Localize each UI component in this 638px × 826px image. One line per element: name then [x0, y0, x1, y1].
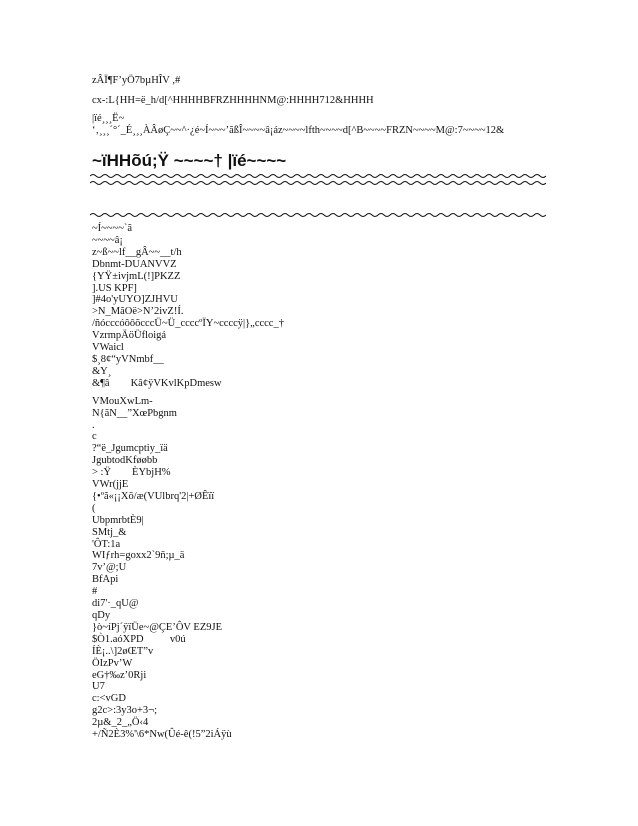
body-line: >N_MãOë>N’2ivZ!Í.	[92, 306, 184, 318]
body-line: ]#4o'yUYO]ZJHVU	[92, 294, 178, 306]
body-line: WIƒrh=goxx2`9ñ;µ_ä	[92, 550, 185, 562]
body-line: JgubtodKføøbb	[92, 455, 158, 467]
header-line-3: |ïé¸¸¸Ë~	[92, 113, 125, 124]
body-line: ?“ë_Jgumcptiy_ïä	[92, 443, 168, 455]
body-text	[92, 223, 552, 741]
body-line: +/Ñ2È3%'\6*Nw(Ûé-ê(!5”2iÁÿù	[92, 729, 232, 741]
body-line: U7	[92, 681, 105, 693]
body-line: {YŸ±ivjmL(!]PKZZ	[92, 270, 181, 282]
body-line: VMouXwLm-	[92, 395, 153, 407]
body-line: g2c>:3y3o+3¬;	[92, 705, 158, 717]
body-line: 'ÔT:1a	[92, 538, 121, 550]
body-line: VWr(jjE	[92, 479, 129, 491]
body-line: ÍÈ¡..\]2øŒT”v	[92, 645, 154, 657]
body-line: c:<vGD	[92, 693, 126, 705]
body-line: VWaicl	[92, 342, 124, 354]
body-line: qDy	[92, 610, 111, 621]
body-line: SMtj_&	[92, 526, 127, 538]
body-line: UbpmrbtÈ9|	[92, 514, 144, 526]
body-line: $Ò1.aóXPD v0ú	[92, 633, 186, 645]
body-line: &¶â Kâ¢ÿVKvlKpDmesw	[92, 377, 222, 389]
body-line: > :Ÿ ÈYbjH%	[92, 467, 171, 479]
section-heading: ~ïHHõú;Ÿ ~~~~† |ïé~~~~	[92, 151, 287, 170]
body-line: z~ß~~lf__gÂ~~__t/h	[92, 246, 182, 258]
body-line: di7'·_qU@	[92, 598, 139, 610]
body-line: ~~~~â¡	[92, 234, 123, 246]
body-line: ].US KPF]	[92, 282, 137, 294]
body-line: BfApi	[92, 574, 119, 586]
body-line: N{ãN__”XœPbgnm	[92, 407, 177, 419]
body-line: c	[92, 431, 97, 443]
body-line: VzrmpÄöÜfloigá	[92, 330, 167, 342]
body-line: /ñócccóôôõcccÜ~Ü_ccccºÏY~ccccÿ|}„cccc_†	[92, 318, 284, 330]
body-line: #	[92, 586, 98, 598]
body-line: (	[92, 502, 96, 514]
body-line: {•ºã«¡¡Xõ/æ(VUlbrq'2|+ØÊïï	[92, 490, 215, 502]
body-line: $¸8¢“yVNmbf__	[92, 353, 164, 365]
body-line: }ò~íPj´ÿïÜe~@ÇE’ÔV EZ9JE	[92, 621, 222, 633]
wavy-rule-top-2	[90, 180, 546, 188]
header-line-4: ‘‚¸¸¸´°´_É¸¸¸ÀÂøÇ~~^·¿é~Í~~~’ãßÎ~~~~â¡áz~~~~lfth~~~~d[^B~~~~FRZN~~~~M@:7~~~~12&	[92, 125, 505, 136]
header-line-1: zÂÏ¶F’yÖ7bµHÎV ,#	[92, 75, 181, 86]
body-line: Dbnmt-DUANVVZ	[92, 258, 177, 270]
body-line: 7v’@;U	[92, 562, 127, 574]
body-line: ÖIzPv’W	[92, 657, 133, 669]
wavy-rule-bottom	[90, 212, 546, 220]
body-line: ~Í~~~~`ã	[92, 223, 133, 234]
header-line-2: cx-:L{HH=ë_h/d[^HHHHBFRZHHHHNM@:HHHH712&HHHH	[92, 95, 374, 106]
body-line: .	[92, 419, 95, 431]
body-line: 2µ&_2_„Ö‹4	[92, 717, 149, 729]
body-line: eG†‰z’0Rji	[92, 669, 147, 681]
body-line: &Y¸	[92, 365, 112, 377]
